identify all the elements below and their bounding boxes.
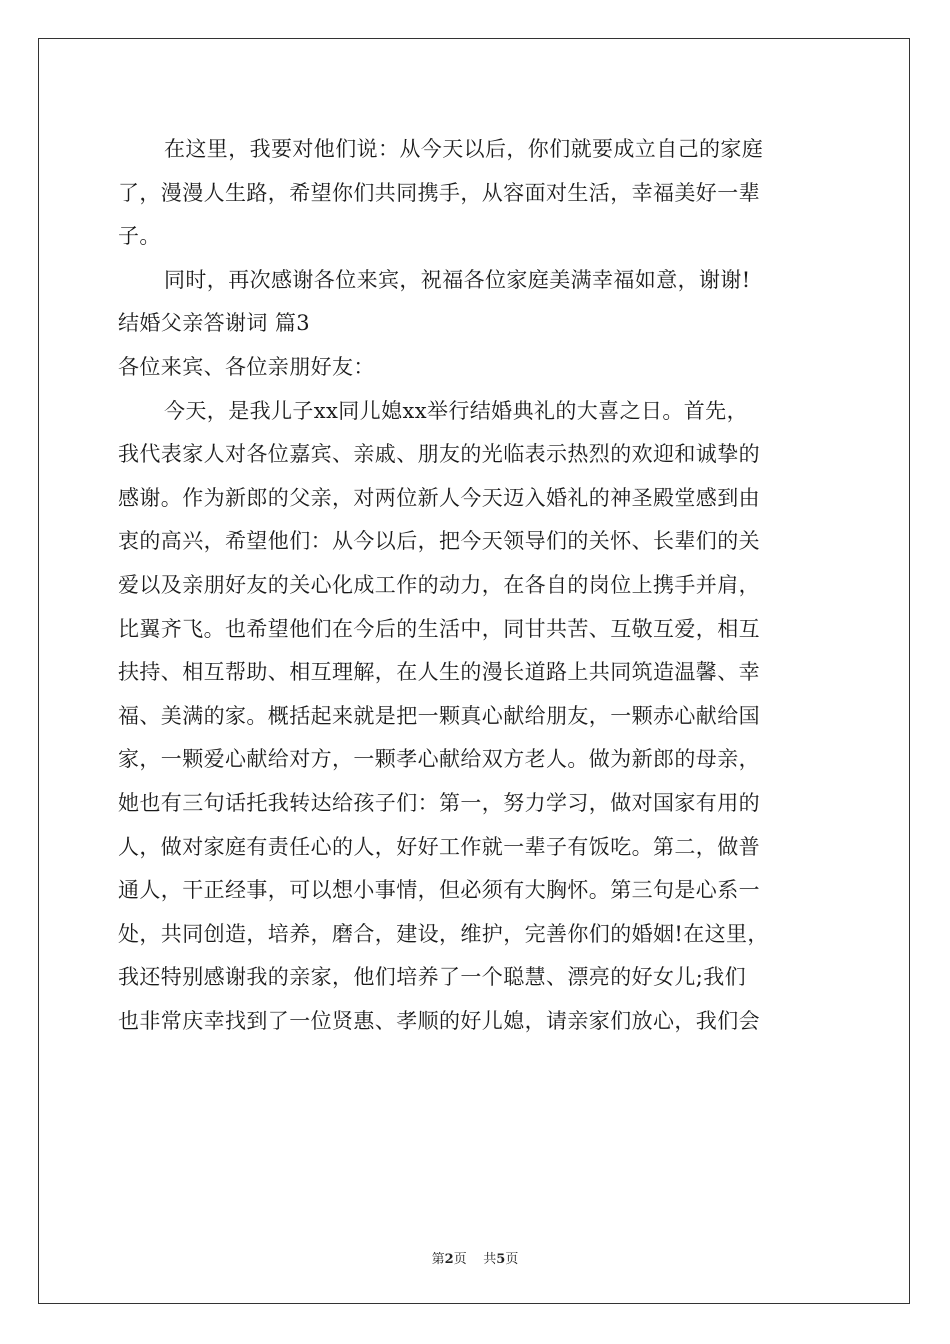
text-line: 衷的高兴，希望他们：从今以后，把今天领导们的关怀、长辈们的关 <box>118 529 760 554</box>
text-line: 比翼齐飞。也希望他们在今后的生活中，同甘共苦、互敬互爱，相互 <box>118 616 760 641</box>
text-line: 同时，再次感谢各位来宾，祝福各位家庭美满幸福如意，谢谢! <box>164 267 751 292</box>
text-line: 感谢。作为新郎的父亲，对两位新人今天迈入婚礼的神圣殿堂感到由 <box>118 485 760 510</box>
document-body <box>118 128 838 1043</box>
paragraph-3 <box>118 390 838 1044</box>
text-line: 扶持、相互帮助、相互理解，在人生的漫长道路上共同筑造温馨、幸 <box>118 660 760 685</box>
section-heading: 结婚父亲答谢词 篇3 <box>118 311 311 336</box>
page-total: 5 <box>496 1252 506 1267</box>
text-line: 我代表家人对各位嘉宾、亲戚、朋友的光临表示热烈的欢迎和诚挚的 <box>118 442 760 467</box>
page-number-current: 2 <box>444 1252 454 1267</box>
text-line: 子。 <box>118 224 161 249</box>
page-total-prefix: 共 <box>483 1252 497 1267</box>
text-line: 今天，是我儿子xx同儿媳xx举行结婚典礼的大喜之日。首先， <box>164 398 748 423</box>
text-line: 处，共同创造，培养，磨合，建设，维护，完善你们的婚姻!在这里， <box>118 921 769 946</box>
text-line: 了，漫漫人生路，希望你们共同携手，从容面对生活，幸福美好一辈 <box>118 180 760 205</box>
text-line: 爱以及亲朋好友的关心化成工作的动力，在各自的岗位上携手并肩， <box>118 572 760 597</box>
text-line: 我还特别感谢我的亲家，他们培养了一个聪慧、漂亮的好女儿;我们 <box>118 965 747 990</box>
text-line: 也非常庆幸找到了一位贤惠、孝顺的好儿媳，请亲家们放心，我们会 <box>118 1008 760 1033</box>
paragraph-2 <box>118 259 838 303</box>
page-number-prefix: 第 <box>431 1252 445 1267</box>
text-line: 福、美满的家。概括起来就是把一颗真心献给朋友，一颗赤心献给国 <box>118 703 760 728</box>
text-line: 在这里，我要对他们说：从今天以后，你们就要成立自己的家庭 <box>164 137 764 161</box>
text-line: 她也有三句话托我转达给孩子们：第一，努力学习，做对国家有用的 <box>118 790 760 815</box>
page-footer <box>0 1248 950 1267</box>
page-total-suffix: 页 <box>505 1252 519 1267</box>
page-number-suffix: 页 <box>453 1252 467 1267</box>
text-line: 家，一颗爱心献给对方，一颗孝心献给双方老人。做为新郎的母亲， <box>118 747 760 772</box>
text-line: 通人，干正经事，可以想小事情，但必须有大胸怀。第三句是心系一 <box>118 878 760 903</box>
text-line: 人，做对家庭有责任心的人，好好工作就一辈子有饭吃。第二，做普 <box>118 834 760 859</box>
paragraph-1 <box>118 128 838 259</box>
salutation: 各位来宾、各位亲朋好友： <box>118 354 375 379</box>
